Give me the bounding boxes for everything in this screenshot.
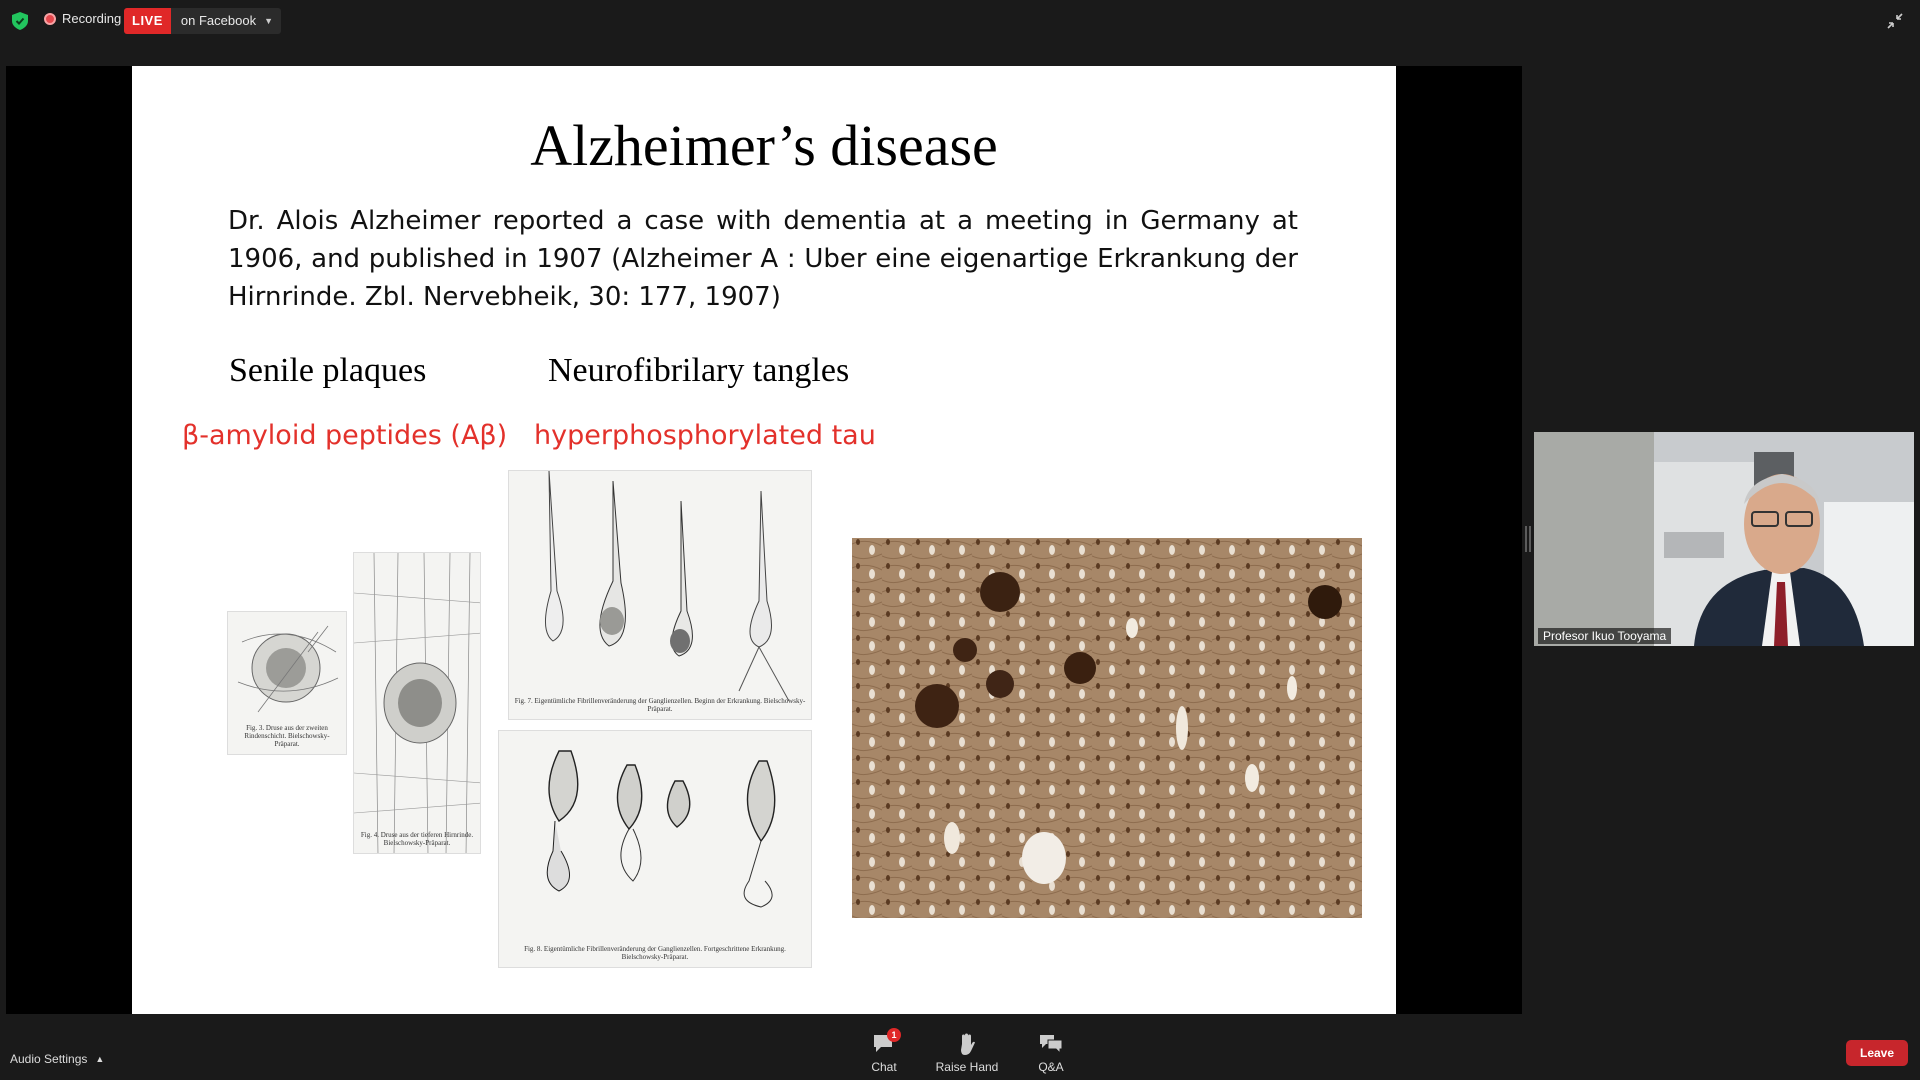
- chevron-down-icon: ▼: [264, 16, 273, 26]
- chevron-up-icon: ▲: [95, 1054, 105, 1064]
- slide-body-text: Dr. Alois Alzheimer reported a case with dementia at a meeting in Germany at 1906, and published in 1907 (Alzheimer A : Uber eine eigenartige Erkrankung der Hirnrinde. Zbl. Nervebheik, 30: 177, 1907): [228, 206, 1298, 312]
- exit-fullscreen-icon[interactable]: [1886, 12, 1904, 30]
- chat-label: Chat: [871, 1060, 897, 1074]
- recording-label: Recording: [62, 11, 122, 26]
- plaque-drawing: [354, 553, 481, 854]
- panel-resize-handle[interactable]: [1525, 526, 1531, 552]
- qa-icon: [1038, 1032, 1064, 1056]
- figure-caption: Fig. 3. Druse aus der zweiten Rindenschicht. Bielschowsky-Präparat.: [244, 724, 330, 748]
- recording-dot-icon: [44, 13, 56, 25]
- top-status-bar: [0, 0, 1920, 42]
- live-destination-label: on Facebook: [180, 13, 257, 28]
- raise-hand-label: Raise Hand: [935, 1060, 999, 1074]
- figure-tangle-2: [498, 730, 812, 968]
- leave-button[interactable]: Leave: [1846, 1040, 1908, 1066]
- figure-caption: Fig. 7. Eigentümliche Fibrillenveränderung der Ganglienzellen. Beginn der Erkrankung. Bielschowsky-Präparat.: [514, 697, 806, 713]
- participant-video[interactable]: [1534, 432, 1914, 646]
- chat-button[interactable]: [846, 1032, 922, 1078]
- heading-neurofibrillary-tangles: Neurofibrilary tangles: [548, 352, 850, 389]
- neuron-drawing: [509, 471, 812, 720]
- speaker-video-frame: [1534, 432, 1914, 646]
- figure-plaque-1: [227, 611, 347, 755]
- participant-name-label: Profesor Ikuo Tooyama: [1538, 628, 1671, 644]
- chat-unread-badge: 1: [887, 1028, 901, 1042]
- figure-plaque-2: [353, 552, 481, 854]
- neuron-drawing: [499, 731, 812, 968]
- qa-button[interactable]: [1013, 1032, 1089, 1078]
- meeting-toolbar: [0, 1014, 1920, 1080]
- figure-caption: Fig. 8. Eigentümliche Fibrillenveränderung der Ganglienzellen. Fortgeschrittene Erkrankung. Bielschowsky-Präparat.: [524, 945, 786, 961]
- histology-micrograph: [852, 538, 1362, 918]
- raise-hand-icon: [954, 1032, 980, 1056]
- tau-label: hyperphosphorylated tau: [534, 420, 876, 451]
- figure-caption: Fig. 4. Druse aus der tieferen Hirnrinde. Bielschowsky-Präparat.: [360, 831, 474, 847]
- live-destination-dropdown[interactable]: [171, 8, 281, 34]
- audio-settings-label: Audio Settings: [10, 1052, 88, 1066]
- heading-senile-plaques: Senile plaques: [229, 352, 427, 389]
- shared-screen: [6, 66, 1522, 1014]
- presentation-slide: [132, 66, 1396, 1014]
- slide-title: Alzheimer’s disease: [530, 113, 998, 178]
- recording-indicator[interactable]: [44, 11, 121, 26]
- live-badge: LIVE: [124, 8, 171, 34]
- live-stream-control[interactable]: [124, 8, 281, 34]
- figure-tangle-1: [508, 470, 812, 720]
- chat-icon: [871, 1032, 897, 1056]
- audio-settings-button[interactable]: [10, 1052, 104, 1066]
- amyloid-label: β-amyloid peptides (Aβ): [182, 420, 508, 451]
- shield-check-icon[interactable]: [12, 12, 28, 30]
- raise-hand-button[interactable]: [929, 1032, 1005, 1078]
- qa-label: Q&A: [1038, 1060, 1064, 1074]
